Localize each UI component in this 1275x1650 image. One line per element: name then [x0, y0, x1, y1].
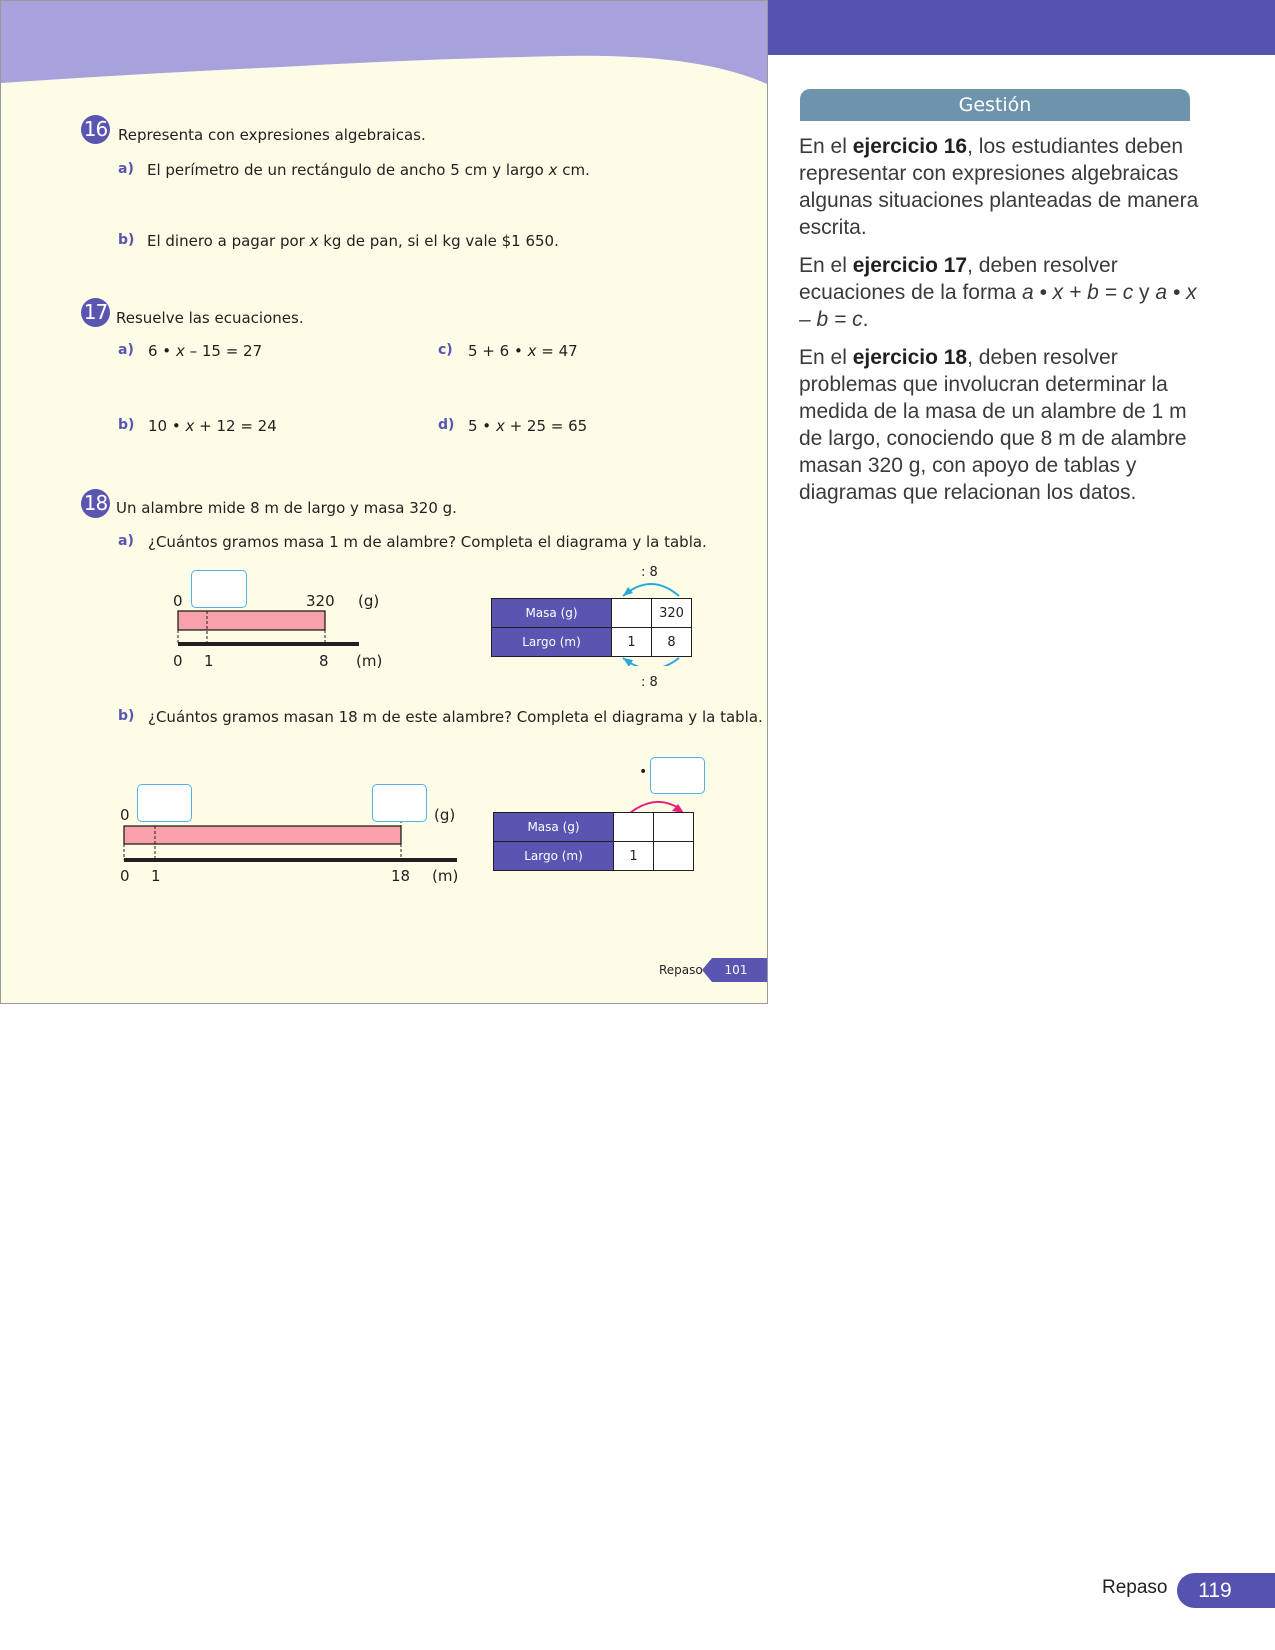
footer-left-page-tab	[712, 958, 768, 982]
mass-bar-18a	[178, 611, 325, 630]
diagram-18a-top-unit: (g)	[358, 592, 380, 610]
exercise-16a-label: a)	[118, 161, 134, 177]
mass-bar-18b	[124, 826, 401, 844]
table-18b-mass-1m-cell[interactable]	[614, 813, 654, 842]
answer-box-18b-multiplier[interactable]	[650, 757, 705, 794]
gestion-paragraph-1: En el ejercicio 16, los estudiantes deben representar con expresiones algebraicas algunas situaciones planteadas de manera escrita.	[799, 135, 1199, 239]
diagram-18b-top-unit: (g)	[434, 806, 456, 824]
gestion-paragraph-3: En el ejercicio 18, deben resolver problemas que involucran determinar la medida de la masa de un alambre de 1 m de largo, conociendo que 8 m de alambre masan 320 g, con apoyo de tablas y diagramas que relacionan los datos.	[799, 346, 1187, 504]
gestion-title: Gestión	[800, 89, 1190, 121]
diagram-18b-bottom-unit: (m)	[432, 867, 459, 885]
table-18b-row2-header: Largo (m)	[494, 842, 614, 871]
diagram-18a-bottom-unit: (m)	[356, 652, 383, 670]
diagram-18a-top-value: 320	[306, 592, 335, 610]
exercise-17-prompt: Resuelve las ecuaciones.	[116, 309, 304, 327]
diagram-18a-bottom-zero: 0	[173, 652, 183, 670]
diagram-18b-bottom-value: 18	[391, 867, 411, 885]
equation-a-label: a)	[118, 342, 134, 358]
equation-d: 5 • x + 25 = 65	[468, 417, 588, 435]
answer-box-18b-mass-18m[interactable]	[372, 784, 427, 822]
equation-c-label: c)	[438, 342, 453, 358]
exercise-18b-question: ¿Cuántos gramos masan 18 m de este alambre? Completa el diagrama y la tabla.	[148, 708, 763, 726]
diagram-18a-bottom-one: 1	[204, 652, 214, 670]
exercise-16a-text: El perímetro de un rectángulo de ancho 5 cm y largo x cm.	[147, 161, 590, 179]
gestion-paragraph-2: En el ejercicio 17, deben resolver ecuaciones de la forma a • x + b = c y a • x – b = c.	[799, 254, 1197, 331]
student-page	[0, 0, 768, 1004]
exercise-16b-label: b)	[118, 232, 135, 248]
equation-d-label: d)	[438, 417, 455, 433]
table-18a-top-operation: : 8	[641, 565, 658, 580]
header-wave	[1, 1, 768, 91]
table-18b-mass-18m-cell[interactable]	[654, 813, 694, 842]
table-18a	[491, 598, 692, 657]
exercise-16b-text: El dinero a pagar por x kg de pan, si el kg vale $1 650.	[147, 232, 559, 250]
exercise-17-badge: 17	[81, 298, 110, 327]
table-18a-bottom-operation: : 8	[641, 675, 658, 690]
footer-right-section: Repaso	[1102, 1577, 1168, 1598]
equation-a: 6 • x – 15 = 27	[148, 342, 263, 360]
equation-c: 5 + 6 • x = 47	[468, 342, 578, 360]
diagram-18a-bottom-value: 8	[319, 652, 329, 670]
table-18a-row1-header: Masa (g)	[492, 599, 612, 628]
exercise-18a-question: ¿Cuántos gramos masa 1 m de alambre? Completa el diagrama y la tabla.	[148, 533, 707, 551]
footer-right-page-tab	[1177, 1573, 1275, 1608]
table-18a-mass-answer-cell[interactable]	[612, 599, 652, 628]
diagram-18b-top-zero: 0	[120, 806, 130, 824]
diagram-18b-bottom-one: 1	[151, 867, 161, 885]
exercise-18-badge: 18	[81, 489, 110, 518]
table-18b-multiply-sign: •	[639, 764, 648, 780]
table-18b-row1-header: Masa (g)	[494, 813, 614, 842]
exercise-16-badge: 16	[81, 115, 110, 144]
right-header-band	[768, 0, 1275, 55]
diagram-18b-bottom-zero: 0	[120, 867, 130, 885]
exercise-18b-label: b)	[118, 708, 135, 724]
diagram-18a-top-zero: 0	[173, 592, 183, 610]
gestion-body	[799, 133, 1199, 517]
footer-left-section: Repaso	[659, 963, 703, 977]
answer-box-18a-mass[interactable]	[191, 570, 247, 608]
table-18a-mass-320: 320	[652, 599, 692, 628]
footer-right-page-number: 119	[1198, 1579, 1232, 1602]
table-18b-length-18-cell[interactable]	[654, 842, 694, 871]
table-18a-row2-header: Largo (m)	[492, 628, 612, 657]
table-18a-length-8: 8	[652, 628, 692, 657]
equation-b: 10 • x + 12 = 24	[148, 417, 277, 435]
equation-b-label: b)	[118, 417, 135, 433]
answer-box-18b-mass-1m[interactable]	[137, 784, 192, 822]
exercise-16-prompt: Representa con expresiones algebraicas.	[118, 126, 426, 144]
table-18b-length-1: 1	[614, 842, 654, 871]
table-18a-length-1: 1	[612, 628, 652, 657]
exercise-18a-label: a)	[118, 533, 134, 549]
footer-left-page-number: 101	[724, 963, 748, 977]
table-18b	[493, 812, 694, 871]
exercise-18-prompt: Un alambre mide 8 m de largo y masa 320 g.	[116, 499, 457, 517]
